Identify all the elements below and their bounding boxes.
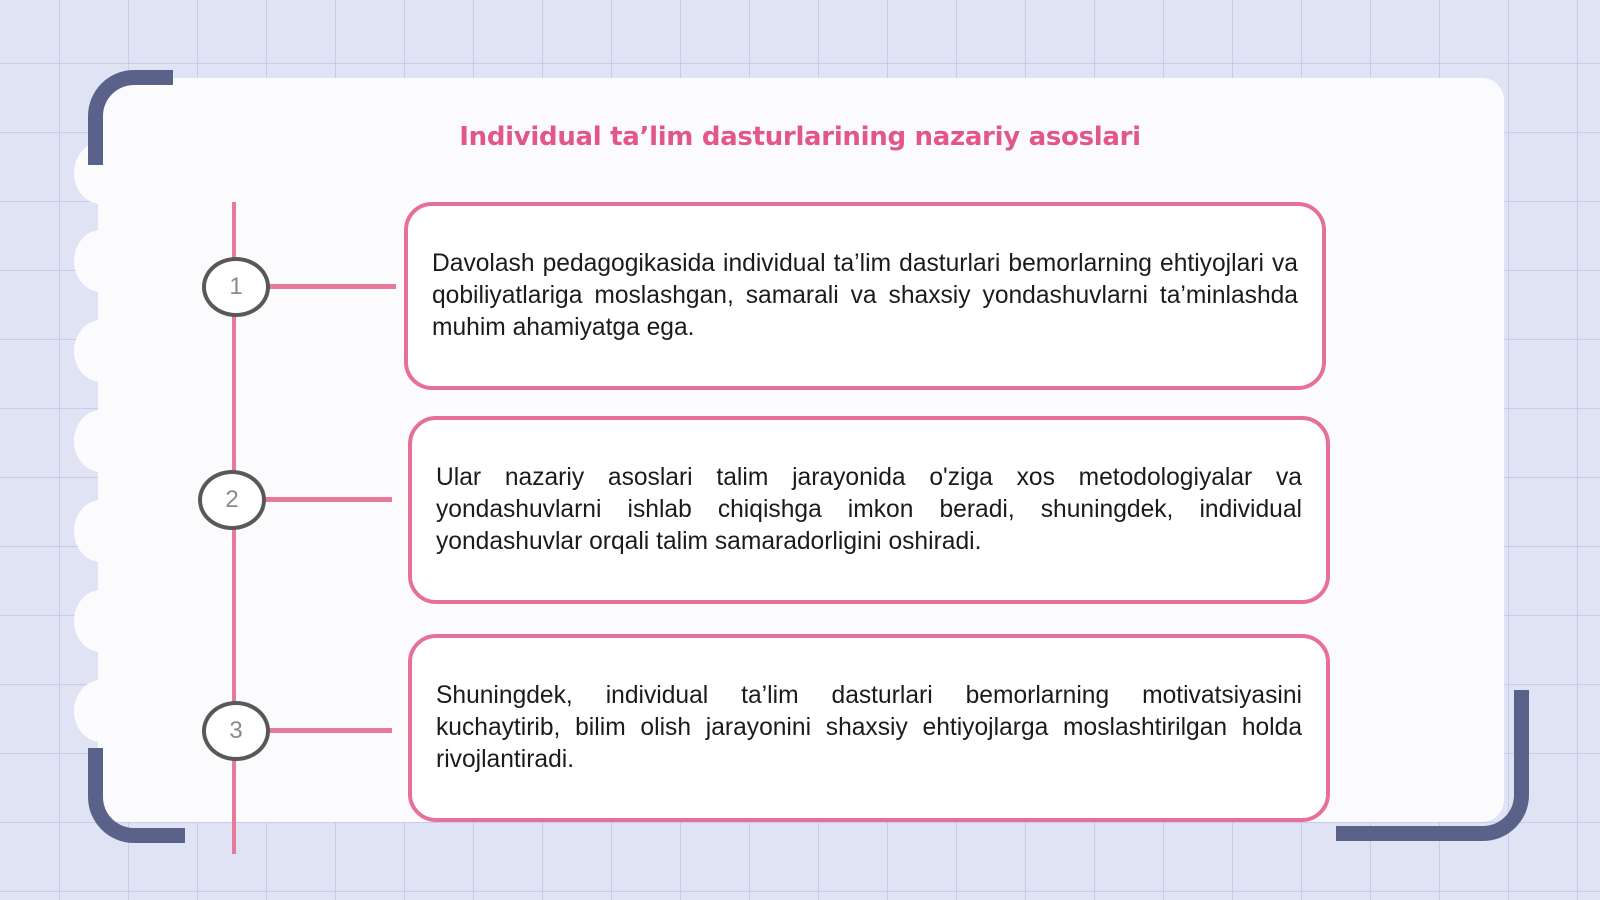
slide-title: Individual ta’lim dasturlarining nazariy asoslari — [459, 122, 1141, 152]
card-edge-bump — [74, 500, 128, 562]
step-number-circle: 1 — [202, 257, 270, 317]
step-box — [408, 634, 1330, 822]
card-edge-bump — [74, 590, 128, 652]
step-connector — [266, 284, 396, 289]
step-number-circle: 3 — [202, 701, 270, 761]
corner-bracket-bottom-right — [1336, 690, 1529, 841]
step-text: Davolash pedagogikasida individual ta’lim dasturlari bemorlarning ehtiyojlari va qobiliyatlariga moslashgan, samarali va shaxsiy yondashuvlarni ta’minlashda muhim ahamiyatga ega. — [432, 250, 1298, 341]
step-text: Ular nazariy asoslari talim jarayonida o'ziga xos metodologiyalar va yondashuvlarni ishlab chiqishga imkon beradi, shuningdek, individual yondashuvlar orqali talim samaradorligini oshiradi. — [436, 464, 1302, 555]
card-edge-bump — [74, 320, 128, 382]
step-connector — [262, 497, 392, 502]
step-text: Shuningdek, individual ta’lim dasturlari bemorlarning motivatsiyasini kuchaytirib, bilim olish jarayonini shaxsiy ehtiyojlarga moslashtirilgan holda rivojlantiradi. — [436, 682, 1302, 773]
card-edge-bump — [74, 410, 128, 472]
card-edge-bump — [74, 680, 128, 742]
step-connector — [266, 728, 392, 733]
step-box — [408, 416, 1330, 604]
corner-bracket-bottom-left — [88, 748, 185, 843]
card-edge-bump — [74, 230, 128, 292]
step-box — [404, 202, 1326, 390]
step-number-circle: 2 — [198, 470, 266, 530]
